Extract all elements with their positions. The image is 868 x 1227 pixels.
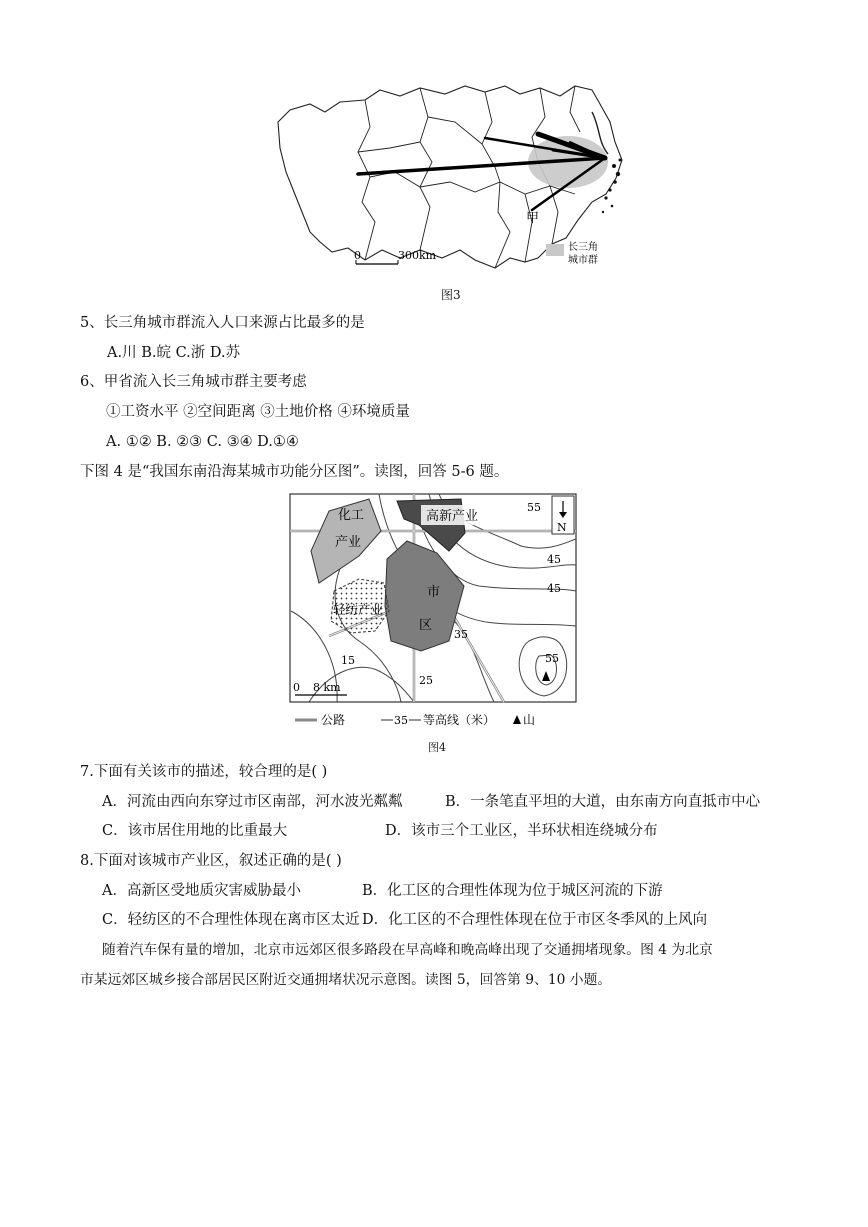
svg-text:35: 35 bbox=[454, 628, 468, 641]
paragraph-line-1: 随着汽车保有量的增加，北京市远郊区很多路段在早高峰和晚高峰出现了交通拥堵现象。图 4 为北京 bbox=[102, 942, 713, 958]
q8-option-d: D．化工区的不合理性体现在位于市区冬季风的上风向 bbox=[362, 912, 708, 928]
svg-text:等高线（米）: 等高线（米） bbox=[423, 713, 496, 727]
mountain-icon bbox=[542, 671, 550, 681]
svg-text:300km: 300km bbox=[398, 249, 437, 262]
q8-option-b: B．化工区的合理性体现为位于城区河流的下游 bbox=[362, 883, 663, 899]
svg-text:区: 区 bbox=[419, 618, 433, 633]
svg-text:35: 35 bbox=[394, 714, 408, 727]
q5-stem: 5、长三角城市群流入人口来源占比最多的是 bbox=[80, 315, 365, 331]
figure-4-caption: 图4 bbox=[428, 741, 446, 754]
svg-text:产业: 产业 bbox=[335, 535, 362, 550]
svg-text:25: 25 bbox=[419, 674, 433, 687]
svg-text:N: N bbox=[557, 521, 567, 534]
q7-option-b: B．一条笔直平坦的大道，由东南方向直抵市中心 bbox=[445, 794, 761, 810]
city-area-zone bbox=[385, 541, 464, 651]
fig4-scale-bar bbox=[293, 681, 347, 695]
svg-text:长三角: 长三角 bbox=[568, 242, 598, 253]
jia-label: 甲 bbox=[526, 211, 540, 226]
q6-items: ①工资水平 ②空间距离 ③土地价格 ④环境质量 bbox=[106, 404, 410, 420]
svg-text:55: 55 bbox=[545, 652, 559, 665]
svg-text:0: 0 bbox=[354, 249, 361, 262]
q6-stem: 6、甲省流入长三角城市群主要考虑 bbox=[80, 374, 307, 390]
svg-text:城市群: 城市群 bbox=[568, 255, 598, 266]
q7-option-c: C．该市居住用地的比重最大 bbox=[102, 823, 288, 839]
legend-csj bbox=[546, 240, 598, 266]
svg-text:高新产业: 高新产业 bbox=[426, 509, 479, 524]
intro-figure-4: 下图 4 是“我国东南沿海某城市功能分区图”。读图，回答 5-6 题。 bbox=[80, 464, 509, 480]
svg-text:15: 15 bbox=[341, 654, 355, 667]
q5-options: A.川 B.皖 C.浙 D.苏 bbox=[107, 345, 241, 361]
svg-text:8 km: 8 km bbox=[313, 681, 341, 694]
svg-text:山: 山 bbox=[523, 713, 536, 727]
figure-3-map bbox=[270, 82, 635, 272]
figure-3-caption: 图3 bbox=[441, 288, 461, 302]
q8-option-a: A．高新区受地质灾害威胁最小 bbox=[102, 883, 301, 899]
svg-text:市: 市 bbox=[427, 585, 441, 600]
figure-4-map bbox=[289, 491, 579, 731]
svg-text:45: 45 bbox=[547, 582, 561, 595]
svg-text:公路: 公路 bbox=[321, 713, 346, 727]
svg-text:45: 45 bbox=[547, 553, 561, 566]
q6-options: A. ①② B. ②③ C. ③④ D.①④ bbox=[106, 434, 299, 450]
svg-text:轻纺产业: 轻纺产业 bbox=[333, 602, 384, 617]
q7-stem: 7.下面有关该市的描述，较合理的是( ) bbox=[80, 764, 328, 780]
q8-option-c: C．轻纺区的不合理性体现在离市区太近 bbox=[102, 912, 360, 928]
north-arrow bbox=[552, 496, 574, 534]
q7-option-d: D．该市三个工业区，半环状相连绕城分布 bbox=[385, 823, 658, 839]
svg-text:0: 0 bbox=[293, 681, 300, 694]
svg-text:化工: 化工 bbox=[338, 508, 365, 523]
fig4-legend bbox=[295, 712, 535, 727]
svg-text:55: 55 bbox=[527, 501, 541, 514]
paragraph-line-2: 市某远郊区城乡接合部居民区附近交通拥堵状况示意图。读图 5，回答第 9、10 小题。 bbox=[80, 972, 612, 988]
q7-option-a: A．河流由西向东穿过市区南部，河水波光粼粼 bbox=[102, 794, 403, 810]
q8-stem: 8.下面对该城市产业区，叙述正确的是( ) bbox=[80, 853, 342, 869]
